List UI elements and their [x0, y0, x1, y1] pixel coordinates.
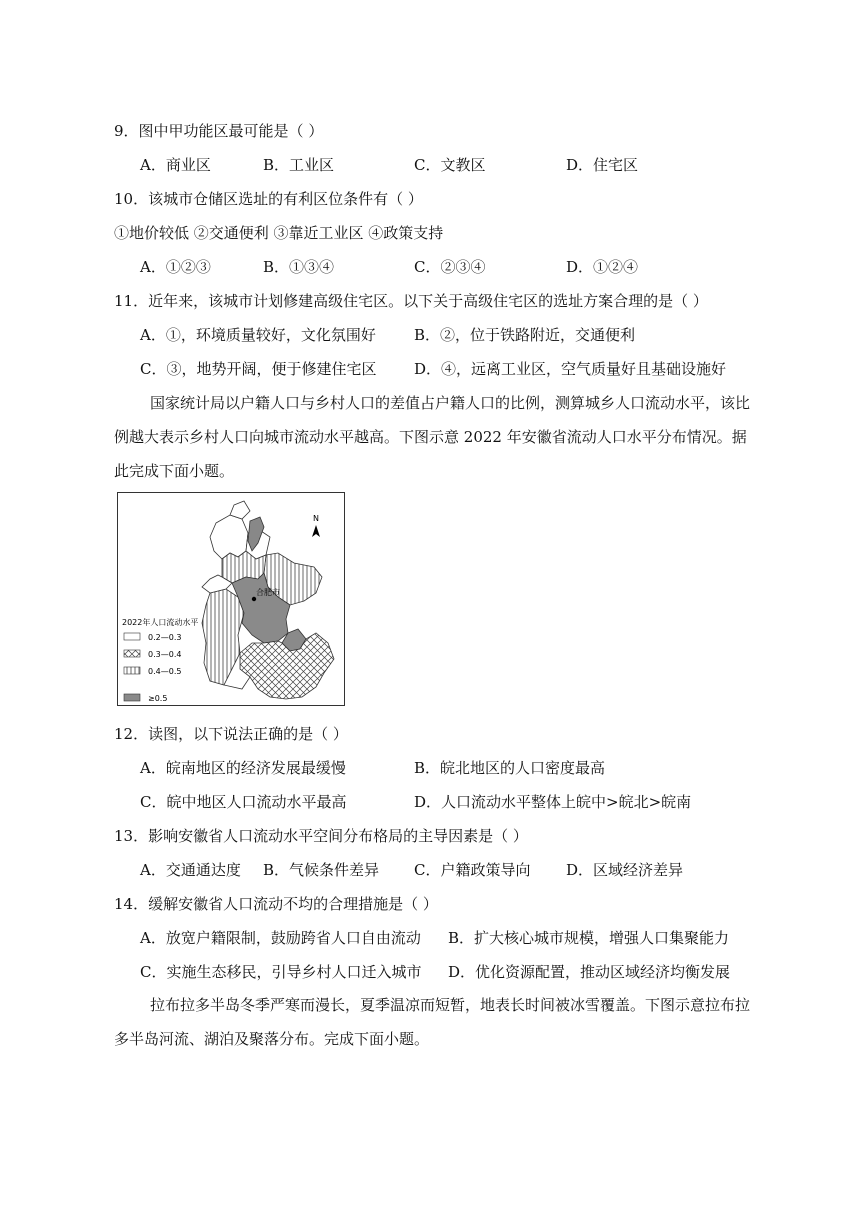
q13-option-c[interactable]: C．户籍政策导向 — [414, 861, 531, 879]
hefei-city-label: 合肥市 — [256, 588, 280, 597]
q14-option-a[interactable]: A．放宽户籍限制，鼓励跨省人口自由流动 — [140, 929, 421, 947]
map-legend — [122, 617, 198, 703]
question-10-stem: 10．该城市仓储区选址的有利区位条件有（ ） — [114, 190, 423, 208]
q10-option-c[interactable]: C．②③④ — [414, 258, 486, 276]
legend-swatch-1 — [124, 650, 140, 657]
legend-swatch-2 — [124, 667, 140, 674]
q14-option-b[interactable]: B．扩大核心城市规模，增强人口集聚能力 — [448, 929, 730, 947]
q10-option-d[interactable]: D．①②④ — [566, 258, 639, 276]
legend-label-1: 0.3—0.4 — [148, 650, 182, 659]
question-9-stem: 9．图中甲功能区最可能是（ ） — [114, 122, 324, 140]
q11-option-d[interactable]: D．④，远离工业区，空气质量好且基础设施好 — [414, 360, 727, 378]
question-14-stem: 14．缓解安徽省人口流动不均的合理措施是（ ） — [114, 895, 438, 913]
q9-option-b[interactable]: B．工业区 — [263, 156, 335, 174]
q12-option-a[interactable]: A．皖南地区的经济发展最缓慢 — [140, 759, 346, 777]
region-north-west — [210, 515, 248, 559]
q12-option-d[interactable]: D．人口流动水平整体上皖中>皖北>皖南 — [414, 793, 692, 811]
north-arrow-icon — [312, 514, 320, 537]
q9-option-a[interactable]: A．商业区 — [140, 156, 211, 174]
q13-option-d[interactable]: D．区域经济差异 — [566, 861, 684, 879]
question-10-conditions: ①地价较低 ②交通便利 ③靠近工业区 ④政策支持 — [114, 224, 444, 242]
question-11-stem: 11．近年来，该城市计划修建高级住宅区。以下关于高级住宅区的选址方案合理的是（ ） — [114, 292, 708, 310]
q14-option-c[interactable]: C．实施生态移民，引导乡村人口迁入城市 — [140, 963, 422, 981]
q11-option-a[interactable]: A．①，环境质量较好，文化氛围好 — [140, 326, 376, 344]
legend-label-0: 0.2—0.3 — [148, 633, 182, 642]
q13-option-a[interactable]: A．交通通达度 — [140, 861, 241, 879]
q10-option-b[interactable]: B．①③④ — [263, 258, 335, 276]
passage-text: 国家统计局以户籍人口与乡村人口的差值占户籍人口的比例，测算城乡人口流动水平，该比例越大表示乡村人口向城市流动水平越高。下图示意 2022 年安徽省流动人口水平分布情况。据此完成下面小题。 — [114, 394, 751, 480]
q14-option-d[interactable]: D．优化资源配置，推动区域经济均衡发展 — [448, 963, 731, 981]
q9-option-c[interactable]: C．文教区 — [414, 156, 486, 174]
question-12-stem: 12．读图，以下说法正确的是（ ） — [114, 725, 348, 743]
q10-option-a[interactable]: A．①②③ — [140, 258, 211, 276]
legend-label-2: 0.4—0.5 — [148, 667, 182, 676]
passage-population-flow — [114, 386, 754, 488]
legend-label-3: ≥0.5 — [148, 694, 168, 703]
q13-option-b[interactable]: B．气候条件差异 — [263, 861, 380, 879]
q9-option-d[interactable]: D．住宅区 — [566, 156, 639, 174]
question-13-stem: 13．影响安徽省人口流动水平空间分布格局的主导因素是（ ） — [114, 827, 528, 845]
anhui-population-flow-map — [117, 492, 345, 706]
north-label: N — [313, 514, 319, 523]
legend-swatch-3 — [124, 694, 140, 701]
legend-title: 2022年人口流动水平 — [122, 618, 199, 627]
passage2-text: 拉布拉多半岛冬季严寒而漫长，夏季温凉而短暂，地表长时间被冰雪覆盖。下图示意拉布拉多半岛河流、湖泊及聚落分布。完成下面小题。 — [114, 996, 751, 1048]
q11-option-c[interactable]: C．③，地势开阔，便于修建住宅区 — [140, 360, 377, 378]
passage-labrador — [114, 988, 754, 1056]
region-north-small — [230, 501, 250, 519]
q12-option-c[interactable]: C．皖中地区人口流动水平最高 — [140, 793, 347, 811]
legend-swatch-0 — [124, 633, 140, 640]
q12-option-b[interactable]: B．皖北地区的人口密度最高 — [414, 759, 606, 777]
hefei-city-dot — [252, 597, 256, 601]
q11-option-b[interactable]: B．②，位于铁路附近，交通便利 — [414, 326, 636, 344]
map-svg — [118, 493, 344, 705]
